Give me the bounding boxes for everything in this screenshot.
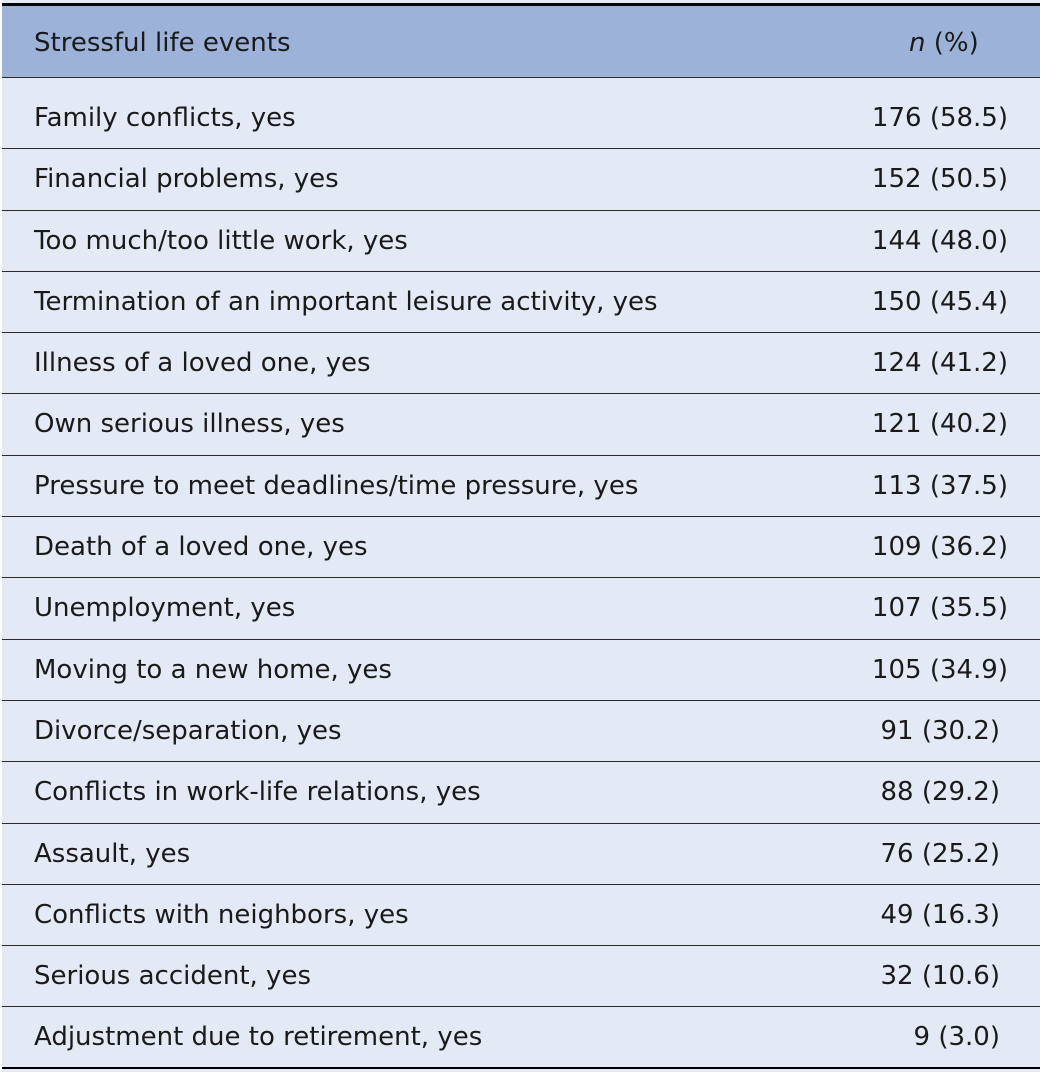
row-value: 124 (41.2) [871, 348, 1008, 379]
table-row [2, 1007, 1040, 1068]
table-row [2, 824, 1040, 885]
table-row [2, 456, 1040, 517]
row-label: Own serious illness, yes [34, 409, 345, 440]
table-row [2, 333, 1040, 394]
row-value: 76 (25.2) [880, 838, 1000, 869]
row-label: Too much/too little work, yes [34, 225, 408, 256]
row-label: Termination of an important leisure activity, yes [34, 286, 658, 317]
row-value: 105 (34.9) [871, 654, 1008, 685]
row-value: 113 (37.5) [871, 470, 1008, 501]
row-value: 176 (58.5) [871, 103, 1008, 133]
row-label: Conflicts with neighbors, yes [34, 899, 409, 930]
header-pct: (%) [925, 28, 979, 58]
table-row [2, 578, 1040, 639]
table-row [2, 272, 1040, 333]
row-label: Death of a loved one, yes [34, 532, 368, 563]
table-row [2, 640, 1040, 701]
row-label: Family conflicts, yes [34, 103, 296, 133]
row-value: 9 (3.0) [913, 1022, 1000, 1053]
header-value [909, 26, 979, 60]
row-label: Moving to a new home, yes [34, 654, 392, 685]
row-label: Illness of a loved one, yes [34, 348, 371, 379]
row-value: 107 (35.5) [871, 593, 1008, 624]
table-row [2, 88, 1040, 149]
table-row [2, 211, 1040, 272]
row-value: 109 (36.2) [871, 532, 1008, 563]
stressful-life-events-table [2, 0, 1040, 1072]
row-label: Pressure to meet deadlines/time pressure, yes [34, 470, 639, 501]
row-label: Adjustment due to retirement, yes [34, 1022, 483, 1053]
table-row [2, 946, 1040, 1007]
header-label: Stressful life events [34, 28, 291, 58]
row-value: 49 (16.3) [880, 899, 1000, 930]
row-label: Serious accident, yes [34, 961, 311, 992]
table-row [2, 701, 1040, 762]
row-value: 152 (50.5) [871, 164, 1008, 195]
row-label: Assault, yes [34, 838, 191, 869]
row-label: Unemployment, yes [34, 593, 296, 624]
row-label: Financial problems, yes [34, 164, 339, 195]
row-value: 91 (30.2) [880, 715, 1000, 746]
row-label: Divorce/separation, yes [34, 715, 342, 746]
row-value: 121 (40.2) [871, 409, 1008, 440]
header-n: n [909, 28, 926, 58]
table-header [2, 6, 1040, 78]
table-row [2, 394, 1040, 455]
table-row [2, 149, 1040, 210]
row-value: 32 (10.6) [880, 961, 1000, 992]
row-value: 150 (45.4) [871, 286, 1008, 317]
table-row [2, 517, 1040, 578]
table-body [2, 88, 1040, 1069]
row-value: 144 (48.0) [871, 225, 1008, 256]
table-row [2, 762, 1040, 823]
row-label: Conflicts in work-life relations, yes [34, 777, 481, 808]
table-row [2, 885, 1040, 946]
row-value: 88 (29.2) [880, 777, 1000, 808]
